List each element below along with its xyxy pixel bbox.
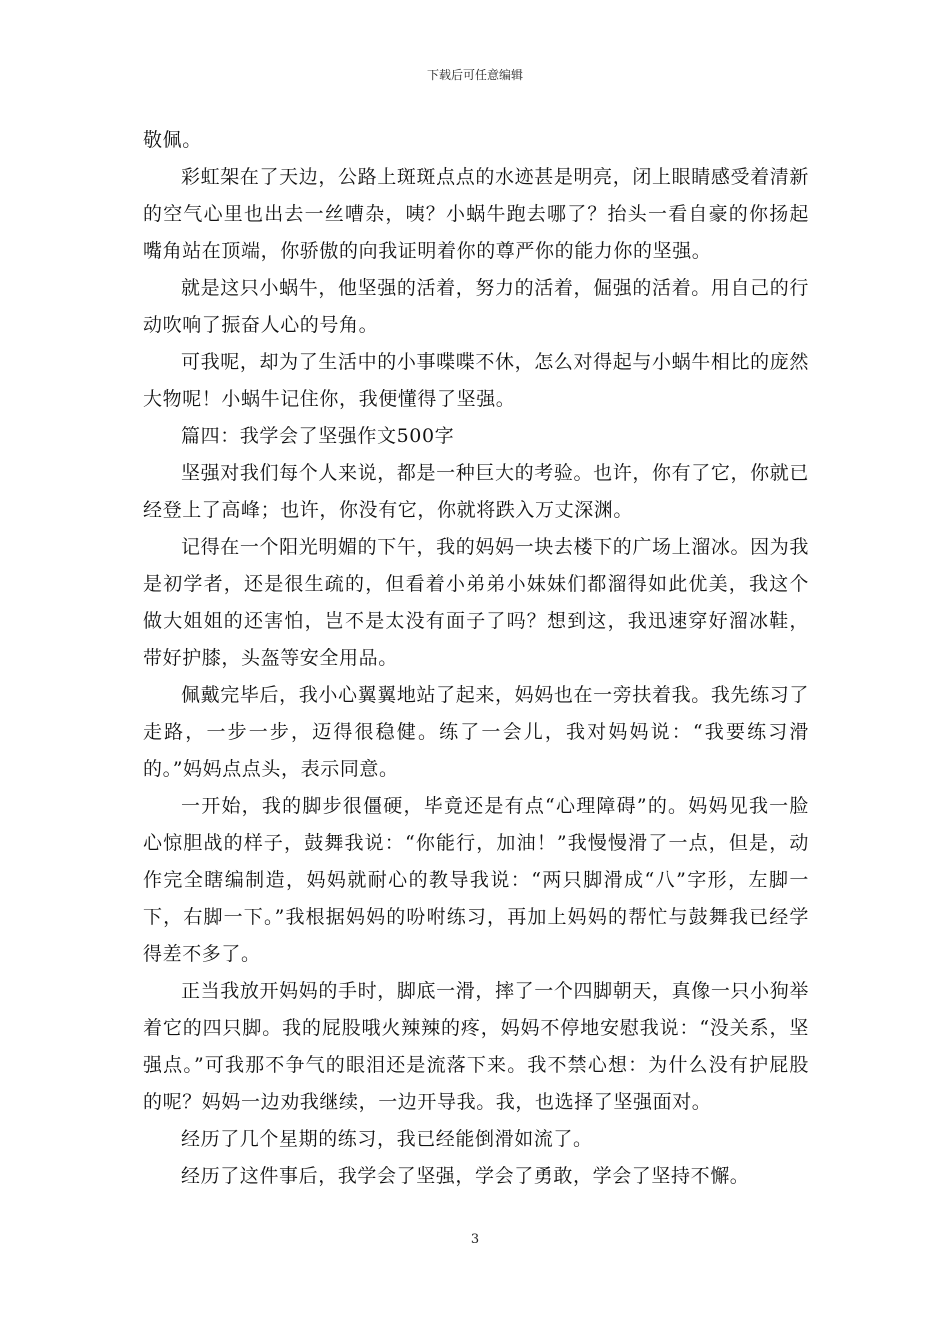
paragraph: 一开始，我的脚步很僵硬，毕竟还是有点“心理障碍”的。妈妈见我一脸心惊胆战的样子，鼓舞我说：“你能行，加油！”我慢慢滑了一点，但是，动作完全瞎编制造，妈妈就耐心的教导我说：“两只脚滑成“八”字形，左脚一下，右脚一下。”我根据妈妈的吩咐练习，再加上妈妈的帮忙与鼓舞我已经学得差不多了。 (143, 795, 809, 965)
document-body (143, 122, 809, 1195)
paragraph: 敬佩。 (143, 129, 202, 151)
paragraph: 记得在一个阳光明媚的下午，我的妈妈一块去楼下的广场上溜冰。因为我是初学者，还是很生疏的，但看着小弟弟小妹妹们都溜得如此优美，我这个做大姐姐的还害怕，岂不是太没有面子了吗？想到这，我迅速穿好溜冰鞋，带好护膝，头盔等安全用品。 (143, 536, 809, 669)
section-heading: 篇四：我学会了坚强作文500字 (181, 425, 455, 447)
paragraph: 经历了几个星期的练习，我已经能倒滑如流了。 (181, 1128, 593, 1150)
paragraph: 佩戴完毕后，我小心翼翼地站了起来，妈妈也在一旁扶着我。我先练习了走路，一步一步，迈得很稳健。练了一会儿，我对妈妈说：“我要练习滑的。”妈妈点点头，表示同意。 (143, 684, 809, 780)
paragraph: 正当我放开妈妈的手时，脚底一滑，摔了一个四脚朝天，真像一只小狗举着它的四只脚。我的屁股哦火辣辣的疼，妈妈不停地安慰我说：“没关系，坚强点。”可我那不争气的眼泪还是流落下来。我不禁心想：为什么没有护屁股的呢？妈妈一边劝我继续，一边开导我。我，也选择了坚强面对。 (143, 980, 809, 1113)
page-number: 3 (470, 1232, 480, 1247)
paragraph: 经历了这件事后，我学会了坚强，学会了勇敢，学会了坚持不懈。 (181, 1165, 750, 1187)
page-header: 下载后可任意编辑 (426, 68, 523, 82)
paragraph: 坚强对我们每个人来说，都是一种巨大的考验。也许，你有了它，你就已经登上了高峰；也许，你没有它，你就将跌入万丈深渊。 (143, 462, 809, 521)
paragraph: 彩虹架在了天边，公路上斑斑点点的水迹甚是明亮，闭上眼睛感受着清新的空气心里也出去一丝嘈杂，咦？小蜗牛跑去哪了？抬头一看自豪的你扬起嘴角站在顶端，你骄傲的向我证明着你的尊严你的能力你的坚强。 (143, 166, 809, 262)
paragraph: 可我呢，却为了生活中的小事喋喋不休，怎么对得起与小蜗牛相比的庞然大物呢！小蜗牛记住你，我便懂得了坚强。 (143, 351, 809, 410)
paragraph: 就是这只小蜗牛，他坚强的活着，努力的活着，倔强的活着。用自己的行动吹响了振奋人心的号角。 (143, 277, 809, 336)
